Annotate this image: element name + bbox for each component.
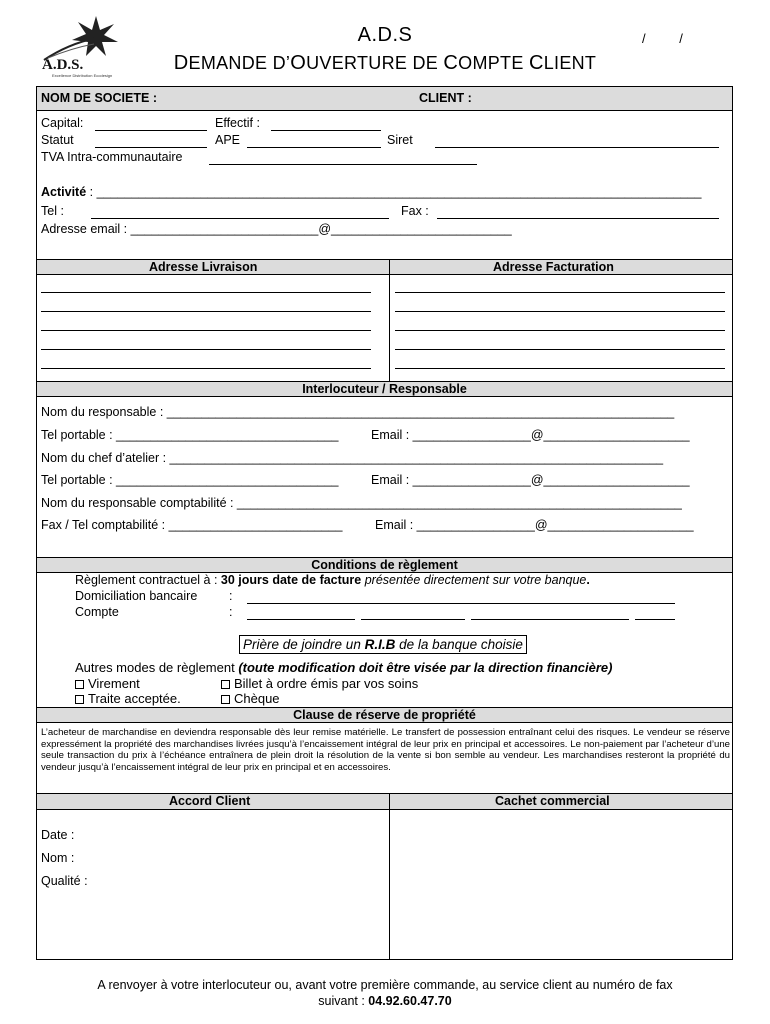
- checkbox-icon[interactable]: [75, 680, 84, 689]
- cachet-commercial-title: Cachet commercial: [495, 794, 610, 808]
- siret-field[interactable]: [435, 147, 719, 148]
- fax-compta-row[interactable]: Fax / Tel comptabilité : _________________________: [41, 518, 343, 532]
- accord-header: [37, 793, 732, 810]
- compte-label: Compte: [75, 605, 119, 619]
- accord-client-title: Accord Client: [169, 794, 251, 808]
- capital-label: Capital:: [41, 116, 84, 130]
- client-account-form: [36, 86, 733, 960]
- responsable-row[interactable]: Nom du responsable : _________________________________________________________________________: [41, 405, 675, 419]
- address-divider: [389, 259, 390, 381]
- option-billet[interactable]: Billet à ordre émis par vos soins: [221, 676, 418, 691]
- fax-number: 04.92.60.47.70: [368, 994, 452, 1008]
- effectif-label: Effectif :: [215, 116, 260, 130]
- client-label: CLIENT :: [419, 91, 472, 105]
- facturation-line[interactable]: [395, 311, 725, 312]
- tel-portable-atelier-row[interactable]: Tel portable : ________________________________: [41, 473, 339, 487]
- fax-label: Fax :: [401, 204, 429, 218]
- tel-portable-row[interactable]: Tel portable : ________________________________: [41, 428, 339, 442]
- facturation-title: Adresse Facturation: [493, 260, 614, 274]
- email-atelier-row[interactable]: Email : _________________@_____________________: [371, 473, 690, 487]
- ape-label: APE: [215, 133, 241, 147]
- compte-field-4[interactable]: [635, 619, 675, 620]
- tel-label: Tel :: [41, 204, 64, 218]
- email-responsable-row[interactable]: Email : _________________@_____________________: [371, 428, 690, 442]
- livraison-line[interactable]: [41, 311, 371, 312]
- checkbox-icon[interactable]: [221, 680, 230, 689]
- effectif-field[interactable]: [271, 130, 381, 131]
- email-row[interactable]: Adresse email : ___________________________@__________________________: [41, 222, 512, 236]
- facturation-line[interactable]: [395, 292, 725, 293]
- email-compta-row[interactable]: Email : _________________@_____________________: [375, 518, 694, 532]
- option-virement[interactable]: Virement: [75, 676, 140, 691]
- compte-field-1[interactable]: [247, 619, 355, 620]
- livraison-line[interactable]: [41, 330, 371, 331]
- livraison-title: Adresse Livraison: [149, 260, 258, 274]
- nom-label[interactable]: Nom :: [41, 851, 75, 865]
- accord-divider: [389, 793, 390, 959]
- footer-note: A renvoyer à votre interlocuteur ou, avant votre première commande, au service client au numéro de fax suivant : 04.92.60.47.70: [97, 978, 673, 1008]
- autres-modes-row: Autres modes de règlement (toute modification doit être visée par la direction financière): [75, 660, 613, 675]
- facturation-line[interactable]: [395, 330, 725, 331]
- domiciliation-field[interactable]: [247, 603, 675, 604]
- domiciliation-colon: :: [229, 589, 233, 603]
- checkbox-icon[interactable]: [221, 695, 230, 704]
- activite-row[interactable]: Activité : _______________________________________________________________________________________: [41, 185, 702, 199]
- compte-field-2[interactable]: [361, 619, 465, 620]
- responsable-compta-row[interactable]: Nom du responsable comptabilité : ________________________________________________________________: [41, 496, 682, 510]
- form-title: DEMANDE D’OUVERTURE DE COMPTE CLIENT: [173, 52, 597, 74]
- svg-text:A.D.S.: A.D.S.: [42, 57, 84, 73]
- reglement-row: Règlement contractuel à : 30 jours date de facture présentée directement sur votre banque.: [75, 573, 590, 587]
- tel-field[interactable]: [91, 218, 389, 219]
- date-field[interactable]: / /: [642, 31, 683, 46]
- facturation-line[interactable]: [395, 368, 725, 369]
- svg-text:Excellence Distribution Ecodes: Excellence Distribution Ecodesign: [52, 73, 113, 78]
- fax-field[interactable]: [437, 218, 719, 219]
- capital-field[interactable]: [95, 130, 207, 131]
- compte-field-3[interactable]: [471, 619, 629, 620]
- compte-colon: :: [229, 605, 233, 619]
- siret-label: Siret: [387, 133, 413, 147]
- date-label[interactable]: Date :: [41, 828, 75, 842]
- statut-label: Statut: [41, 133, 74, 147]
- interlocuteur-header: Interlocuteur / Responsable: [37, 381, 732, 397]
- livraison-line[interactable]: [41, 292, 371, 293]
- facturation-line[interactable]: [395, 349, 725, 350]
- address-header: [37, 259, 732, 275]
- option-traite[interactable]: Traite acceptée.: [75, 691, 181, 706]
- clause-text: L’acheteur de marchandise en deviendra responsable dès leur remise matérielle. Le transfert de possession entraînant celui des risques. Le vendeur se réserve expressément la propriété des marchandises livrées jusqu’à l’encaissement intégral de leur prix en principal et accessoires. Le non-paiement par l’acheteur d’une seule transaction du prix à l’échéance entraînera de plein droit la résolution de la vente si bon semble au vendeur. Les marchandises resteront la propriété du vendeur jusqu’à l’encaissement intégral de leur prix en principal et en accessoires.: [41, 727, 730, 774]
- ape-field[interactable]: [247, 147, 381, 148]
- top-bar: [37, 87, 732, 111]
- livraison-line[interactable]: [41, 368, 371, 369]
- checkbox-icon[interactable]: [75, 695, 84, 704]
- nom-societe-label: NOM DE SOCIETE :: [41, 91, 157, 105]
- conditions-header: Conditions de règlement: [37, 557, 732, 573]
- domiciliation-label: Domiciliation bancaire: [75, 589, 198, 603]
- rib-notice: Prière de joindre un R.I.B de la banque choisie: [239, 635, 527, 654]
- qualite-label[interactable]: Qualité :: [41, 874, 88, 888]
- option-cheque[interactable]: Chèque: [221, 691, 280, 706]
- tva-label: TVA Intra-communautaire: [41, 150, 183, 164]
- livraison-line[interactable]: [41, 349, 371, 350]
- chef-atelier-row[interactable]: Nom du chef d’atelier : _______________________________________________________________________: [41, 451, 664, 465]
- clause-header: Clause de réserve de propriété: [37, 707, 732, 723]
- company-title: A.D.S: [357, 24, 413, 46]
- tva-field[interactable]: [209, 164, 477, 165]
- statut-field[interactable]: [95, 147, 207, 148]
